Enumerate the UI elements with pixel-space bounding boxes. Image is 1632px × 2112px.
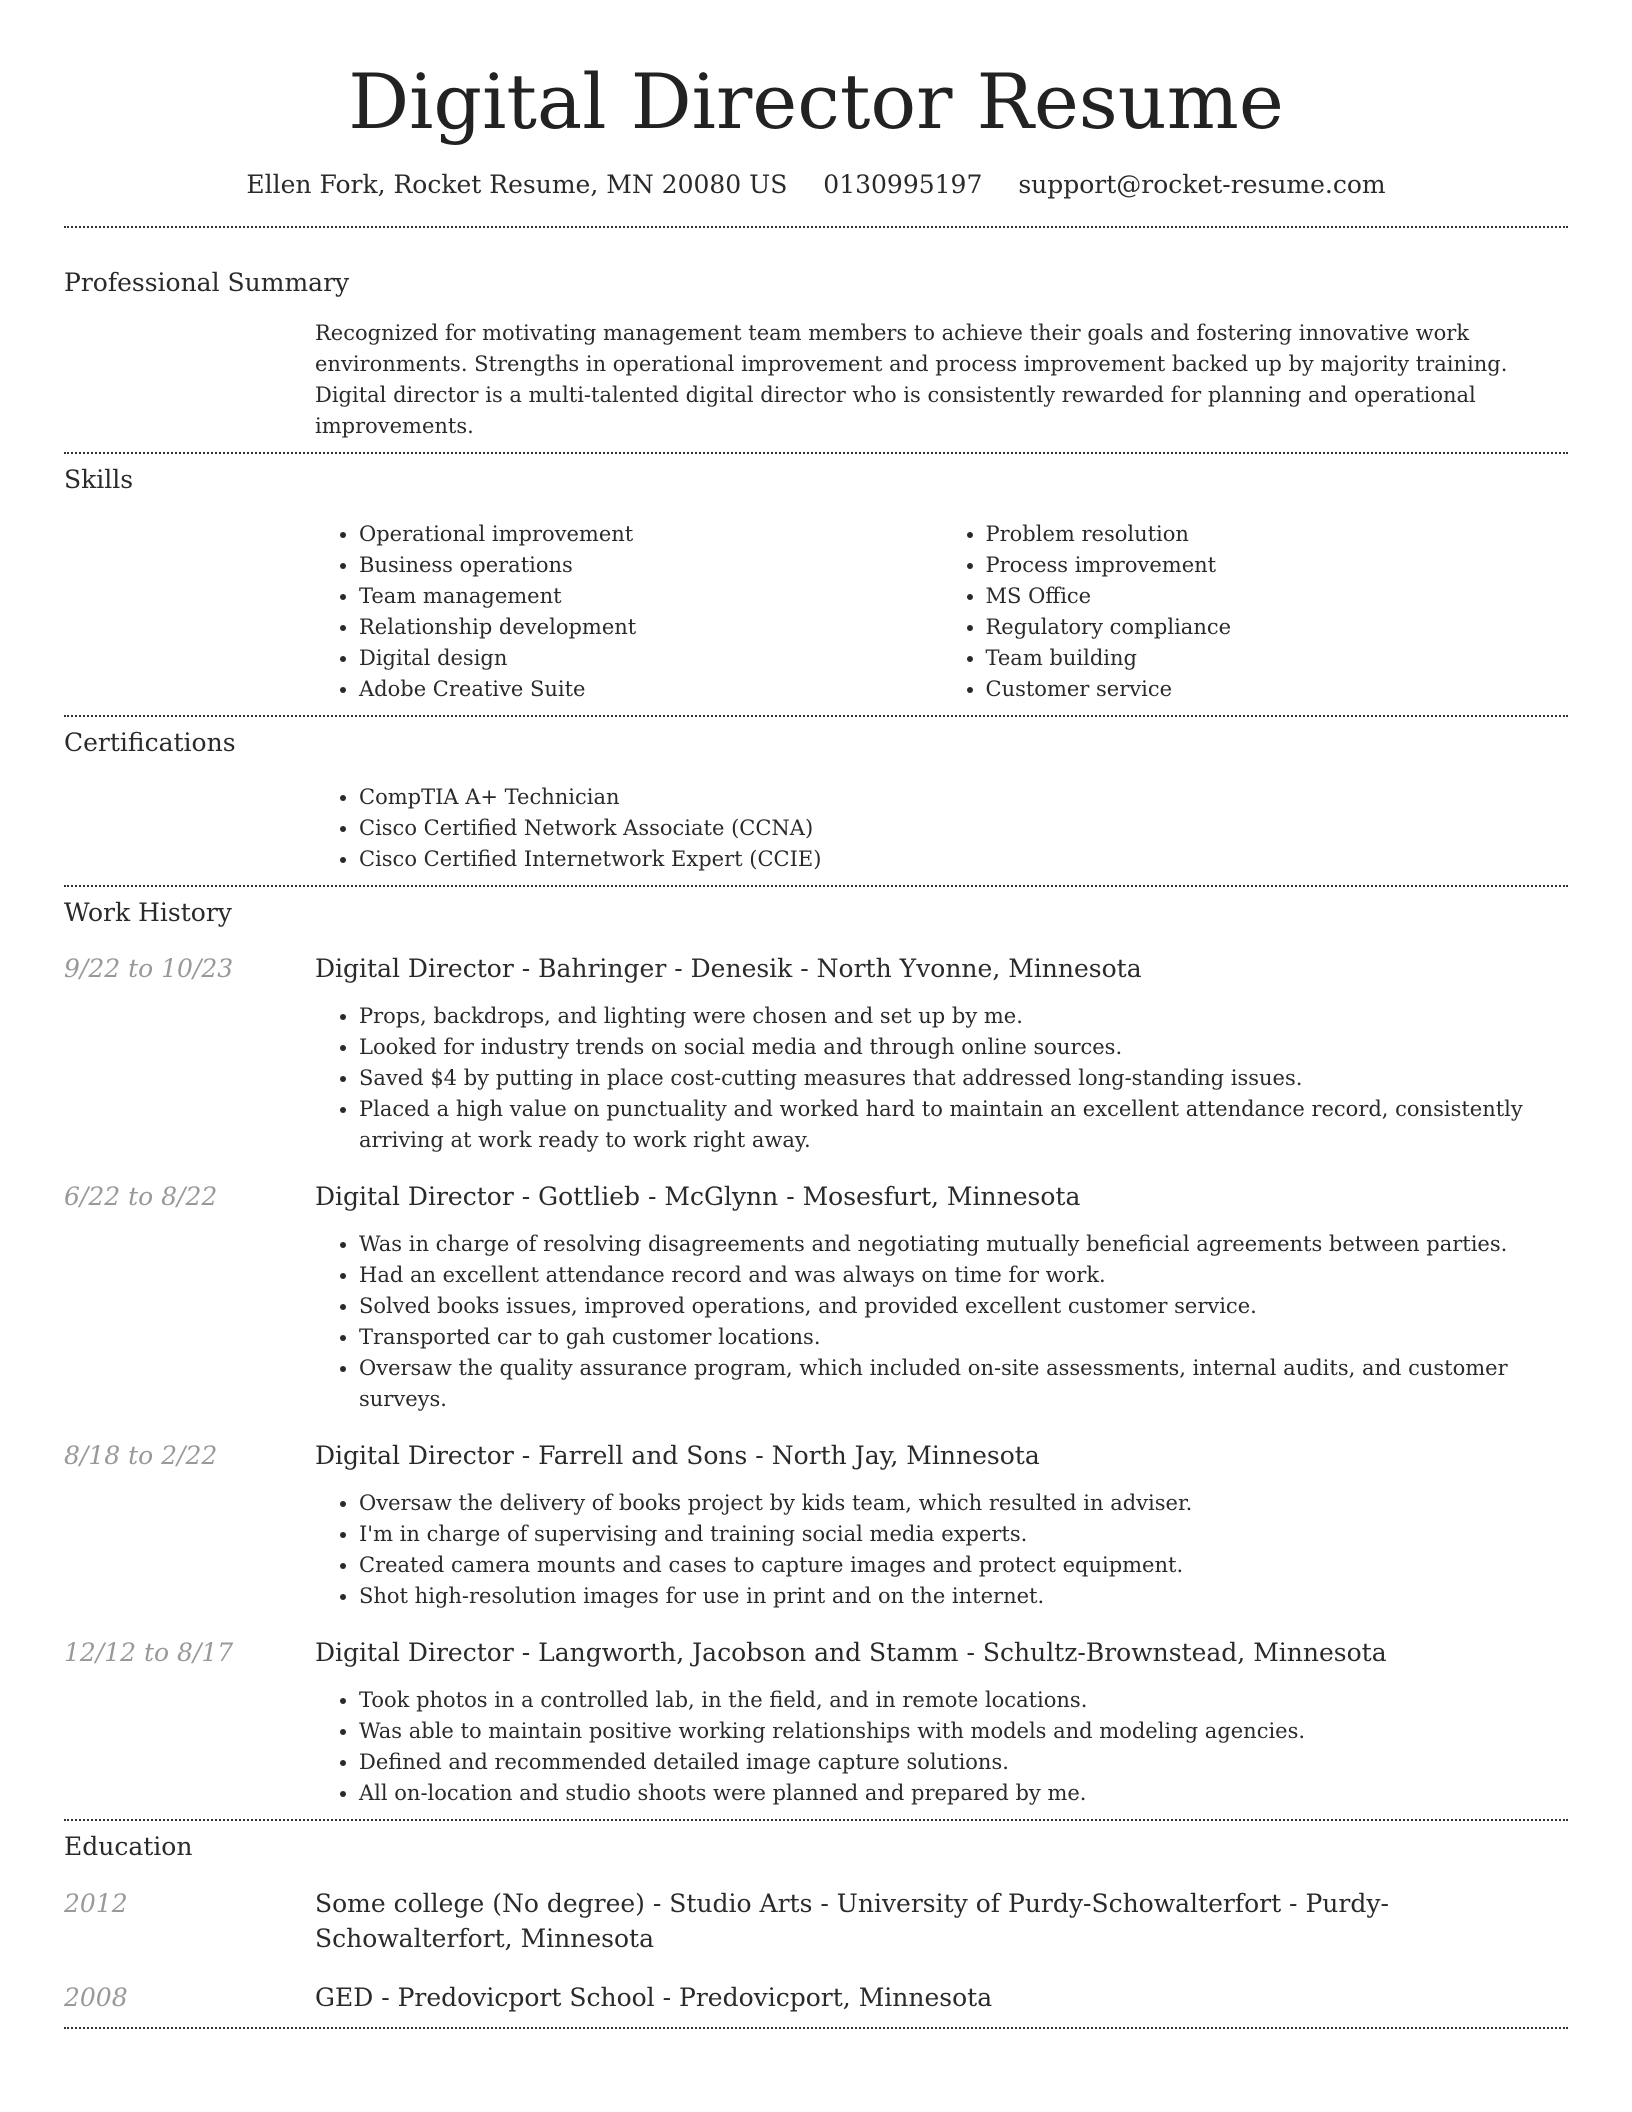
skill-item: • Operational improvement (359, 519, 942, 550)
contact-email[interactable]: support@rocket-resume.com (1018, 170, 1386, 199)
job-bullet: • Took photos in a controlled lab, in the field, and in remote locations. (359, 1685, 1568, 1716)
skill-item: • Process improvement (986, 550, 1569, 581)
skill-item: • MS Office (986, 581, 1569, 612)
skill-item: • Team management (359, 581, 942, 612)
education-title: Some college (No degree) - Studio Arts - University of Purdy-Schowalterfort - Purdy-Schowalterfort, Minnesota (315, 1889, 1389, 1953)
education-section (64, 1832, 1568, 2015)
education-year: 2008 (64, 1983, 128, 2012)
job-bullet: • Shot high-resolution images for use in print and on the internet. (359, 1581, 1568, 1612)
skill-item: • Business operations (359, 550, 942, 581)
work-history-section (64, 898, 1568, 1809)
job-bullet: • Transported car to gah customer locations. (359, 1322, 1568, 1353)
job-bullets (315, 1685, 1568, 1809)
education-year: 2012 (64, 1889, 128, 1918)
certification-item: • Cisco Certified Network Associate (CCNA) (359, 813, 1568, 844)
certifications-section (64, 728, 1568, 875)
work-history-heading: Work History (64, 898, 232, 927)
job-dates: 12/12 to 8/17 (64, 1638, 234, 1667)
skill-item: • Adobe Creative Suite (359, 674, 942, 705)
divider (64, 226, 1568, 228)
summary-section (64, 268, 1568, 442)
job-entry (64, 1637, 1568, 1809)
job-dates: 8/18 to 2/22 (64, 1441, 218, 1470)
job-bullets (315, 1001, 1568, 1156)
job-bullet: • Props, backdrops, and lighting were chosen and set up by me. (359, 1001, 1568, 1032)
job-title: Digital Director - Farrell and Sons - North Jay, Minnesota (315, 1441, 1040, 1470)
divider (64, 715, 1568, 717)
job-bullet: • All on-location and studio shoots were planned and prepared by me. (359, 1778, 1568, 1809)
job-entry (64, 953, 1568, 1156)
job-bullet: • Was able to maintain positive working relationships with models and modeling agencies. (359, 1716, 1568, 1747)
certification-item: • CompTIA A+ Technician (359, 782, 1568, 813)
education-entry (64, 1886, 1568, 1956)
skills-column-left (315, 519, 942, 705)
job-bullet: • Looked for industry trends on social media and through online sources. (359, 1032, 1568, 1063)
job-bullet: • Placed a high value on punctuality and worked hard to maintain an excellent attendance record, consistently arriving at work ready to work right away. (359, 1094, 1568, 1156)
contact-address: Ellen Fork, Rocket Resume, MN 20080 US (246, 170, 788, 199)
skills-section (64, 465, 1568, 705)
job-bullet: • Created camera mounts and cases to capture images and protect equipment. (359, 1550, 1568, 1581)
job-title: Digital Director - Bahringer - Denesik - North Yvonne, Minnesota (315, 954, 1142, 983)
skill-item: • Digital design (359, 643, 942, 674)
skill-item: • Regulatory compliance (986, 612, 1569, 643)
job-bullet: • Had an excellent attendance record and was always on time for work. (359, 1260, 1568, 1291)
skills-heading: Skills (64, 465, 134, 494)
education-title: GED - Predovicport School - Predovicport, Minnesota (315, 1983, 993, 2012)
summary-heading: Professional Summary (64, 268, 350, 297)
divider (64, 2027, 1568, 2029)
contact-line (64, 170, 1568, 200)
job-bullets (315, 1229, 1568, 1415)
skill-item: • Team building (986, 643, 1569, 674)
skills-list (315, 519, 1568, 705)
skill-item: • Customer service (986, 674, 1569, 705)
certifications-list (315, 782, 1568, 875)
job-bullet: • I'm in charge of supervising and training social media experts. (359, 1519, 1568, 1550)
job-title: Digital Director - Gottlieb - McGlynn - Mosesfurt, Minnesota (315, 1182, 1081, 1211)
job-title: Digital Director - Langworth, Jacobson and Stamm - Schultz-Brownstead, Minnesota (315, 1638, 1387, 1667)
job-bullet: • Defined and recommended detailed image capture solutions. (359, 1747, 1568, 1778)
certifications-heading: Certifications (64, 728, 236, 757)
job-bullet: • Was in charge of resolving disagreements and negotiating mutually beneficial agreements between parties. (359, 1229, 1568, 1260)
divider (64, 452, 1568, 454)
job-bullet: • Saved $4 by putting in place cost-cutting measures that addressed long-standing issues. (359, 1063, 1568, 1094)
job-dates: 9/22 to 10/23 (64, 954, 234, 983)
job-bullet: • Oversaw the delivery of books project by kids team, which resulted in adviser. (359, 1488, 1568, 1519)
summary-text: Recognized for motivating management team members to achieve their goals and fostering innovative work environments. Strengths in operational improvement and process improvement backed up by majority training. Digital director is a multi-talented digital director who is consistently rewarded for planning and operational improvements. (315, 321, 1508, 438)
education-entry (64, 1980, 1568, 2015)
education-heading: Education (64, 1832, 193, 1861)
job-entry (64, 1440, 1568, 1612)
skill-item: • Relationship development (359, 612, 942, 643)
job-bullet: • Solved books issues, improved operations, and provided excellent customer service. (359, 1291, 1568, 1322)
contact-phone: 0130995197 (823, 170, 983, 199)
skill-item: • Problem resolution (986, 519, 1569, 550)
job-bullet: • Oversaw the quality assurance program, which included on-site assessments, internal audits, and customer surveys. (359, 1353, 1568, 1415)
resume-title: Digital Director Resume (348, 57, 1284, 146)
job-dates: 6/22 to 8/22 (64, 1182, 218, 1211)
divider (64, 885, 1568, 887)
certification-item: • Cisco Certified Internetwork Expert (CCIE) (359, 844, 1568, 875)
divider (64, 1819, 1568, 1821)
job-entry (64, 1181, 1568, 1415)
skills-column-right (942, 519, 1569, 705)
job-bullets (315, 1488, 1568, 1612)
